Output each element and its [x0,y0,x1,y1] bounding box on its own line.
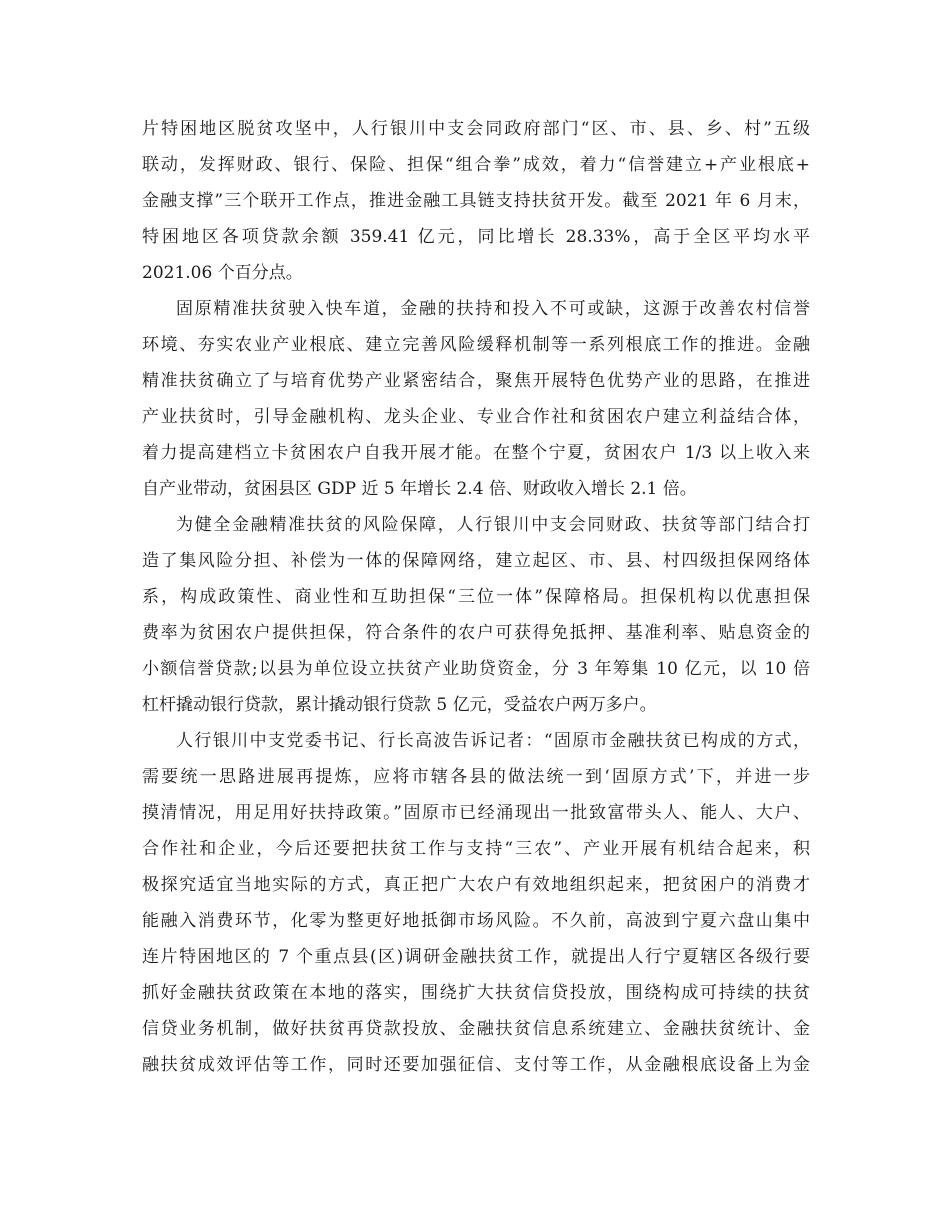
text-line: 为健全金融精准扶贫的风险保障，人行银川中支会同财政、扶贫等部门结合打 [176,515,810,535]
text-line: 固原精准扶贫驶入快车道，金融的扶持和投入不可或缺，这源于改善农村信誉 [176,299,810,319]
text-line: 摸清情况，用足用好扶持政策。”固原市已经涌现出一批致富带头人、能人、大户、 [142,803,810,823]
text-line: 产业扶贫时，引导金融机构、龙头企业、专业合作社和贫困农户建立利益结合体， [142,407,810,427]
text-line: 杠杆撬动银行贷款，累计撬动银行贷款 5 亿元，受益农户两万多户。 [142,695,657,715]
text-line: 能融入消费环节，化零为整更好地抵御市场风险。不久前，高波到宁夏六盘山集中 [142,911,810,931]
paragraph [142,723,810,1083]
text-line: 自产业带动，贫困县区 GDP 近 5 年增长 2.4 倍、财政收入增长 2.1 倍。 [142,479,697,499]
text-line: 系，构成政策性、商业性和互助担保“三位一体”保障格局。担保机构以优惠担保 [142,587,810,607]
text-line: 人行银川中支党委书记、行长高波告诉记者：“固原市金融扶贫已构成的方式， [176,731,810,751]
text-line: 联动，发挥财政、银行、保险、担保“组合拳”成效，着力“信誉建立+产业根底+ [142,155,810,175]
text-line: 2021.06 个百分点。 [142,263,303,283]
text-line: 金融支撑”三个联开工作点，推进金融工具链支持扶贫开发。截至 2021 年 6 月末， [142,191,810,211]
text-line: 信贷业务机制，做好扶贫再贷款投放、金融扶贫信息系统建立、金融扶贫统计、金 [142,1019,810,1039]
text-line: 费率为贫困农户提供担保，符合条件的农户可获得免抵押、基准利率、贴息资金的 [142,623,810,643]
text-line: 极探究适宜当地实际的方式，真正把广大农户有效地组织起来，把贫困户的消费才 [142,875,810,895]
text-line: 精准扶贫确立了与培育优势产业紧密结合，聚焦开展特色优势产业的思路，在推进 [142,371,810,391]
text-line: 合作社和企业，今后还要把扶贫工作与支持“三农”、产业开展有机结合起来，积 [142,839,810,859]
text-line: 着力提高建档立卡贫困农户自我开展才能。在整个宁夏，贫困农户 1/3 以上收入来 [142,443,810,463]
text-line: 片特困地区脱贫攻坚中，人行银川中支会同政府部门“区、市、县、乡、村”五级 [142,119,810,139]
text-line: 连片特困地区的 7 个重点县(区)调研金融扶贫工作，就提出人行宁夏辖区各级行要 [142,947,810,967]
text-line: 特困地区各项贷款余额 359.41 亿元，同比增长 28.33%，高于全区平均水平 [142,227,810,247]
text-line: 环境、夯实农业产业根底、建立完善风险缓释机制等一系列根底工作的推进。金融 [142,335,810,355]
document-body [142,111,810,1083]
paragraph [142,291,810,507]
text-line: 小额信誉贷款;以县为单位设立扶贫产业助贷资金，分 3 年筹集 10 亿元，以 10 倍 [142,659,810,679]
text-line: 融扶贫成效评估等工作，同时还要加强征信、支付等工作，从金融根底设备上为金 [142,1055,810,1075]
text-line: 造了集风险分担、补偿为一体的保障网络，建立起区、市、县、村四级担保网络体 [142,551,810,571]
paragraph [142,111,810,291]
paragraph [142,507,810,723]
text-line: 需要统一思路进展再提炼，应将市辖各县的做法统一到‘固原方式’下，并进一步 [142,767,810,787]
text-line: 抓好金融扶贫政策在本地的落实，围绕扩大扶贫信贷投放，围绕构成可持续的扶贫 [142,983,810,1003]
